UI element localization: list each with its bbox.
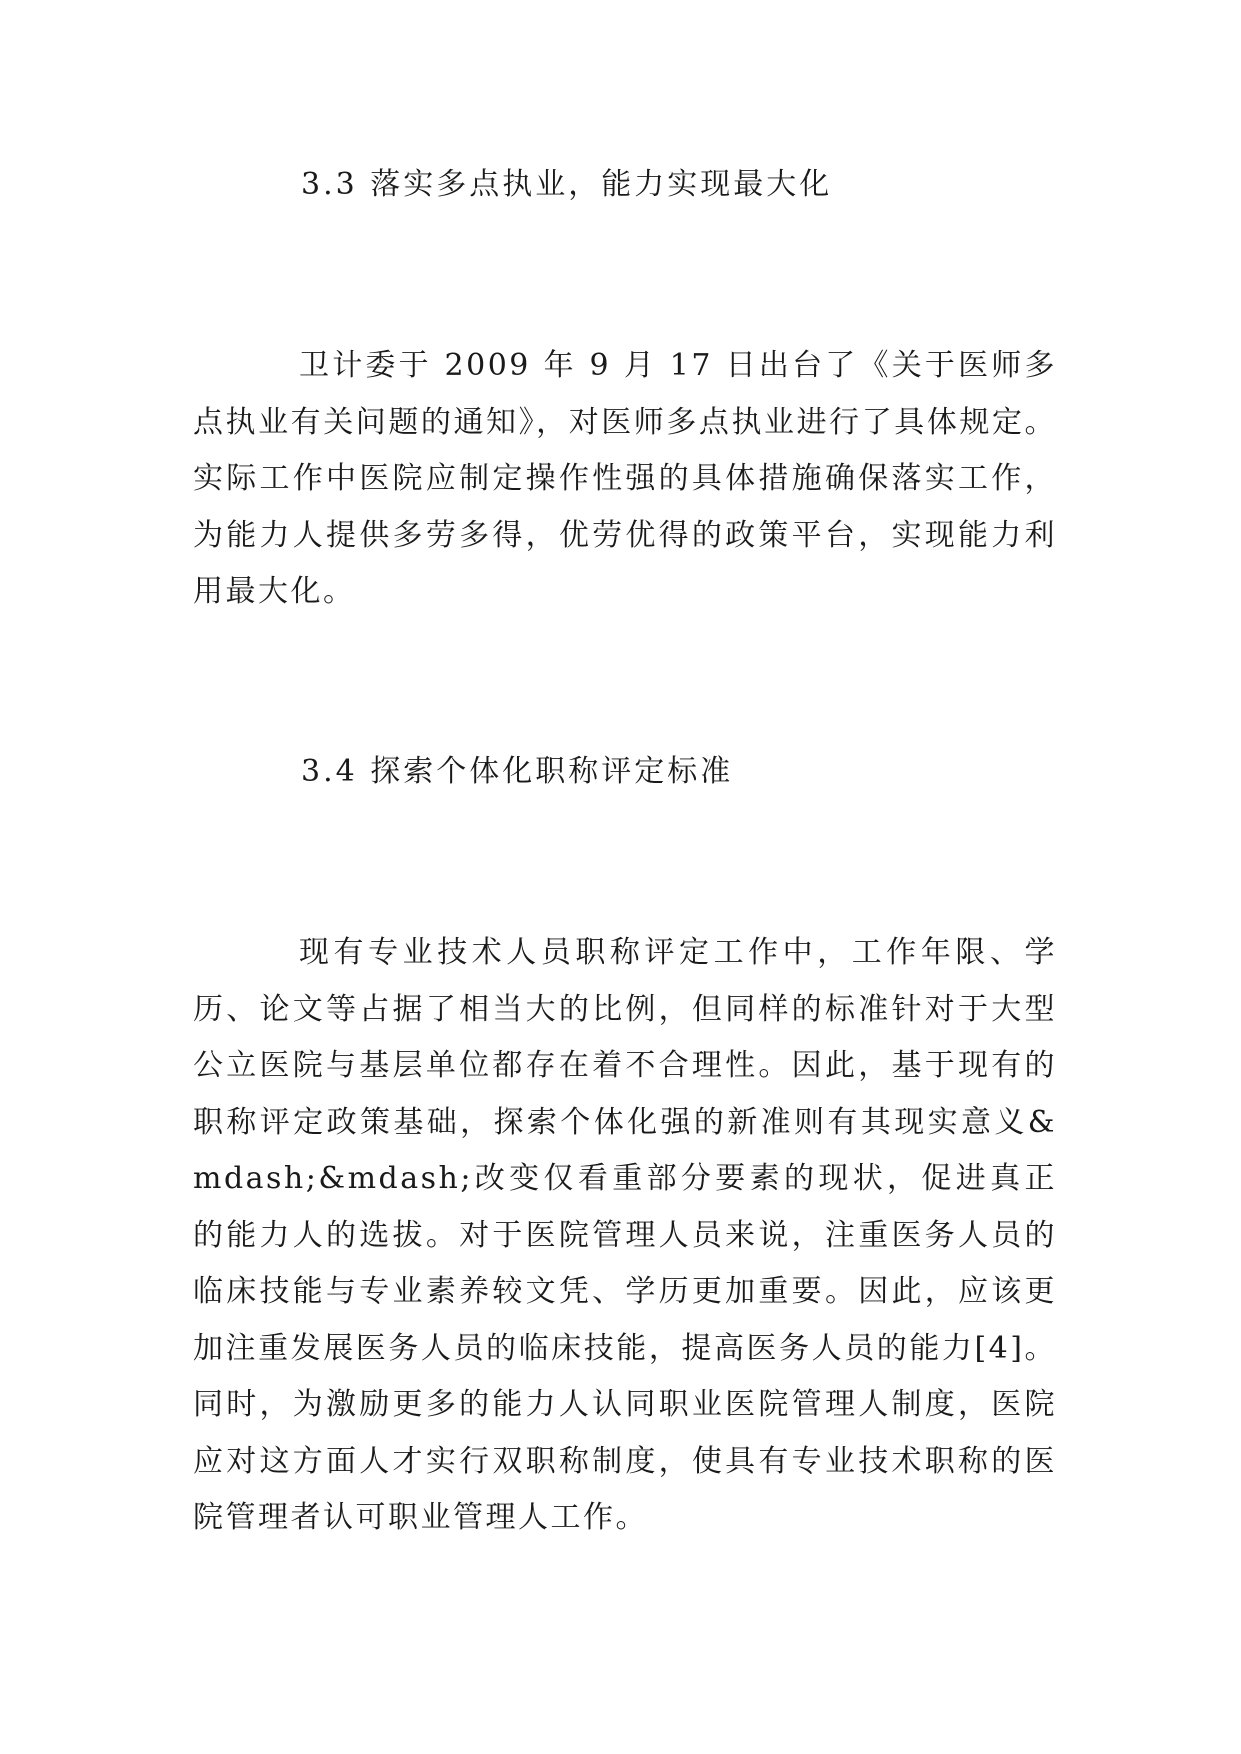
section-heading-3-4: 3.4 探索个体化职称评定标准 [301, 754, 734, 789]
section-paragraph-3-4: 现有专业技术人员职称评定工作中，工作年限、学历、论文等占据了相当大的比例，但同样的标准针对于大型公立医院与基层单位都存在着不合理性。因此，基于现有的职称评定政策基础，探索个体化强的新准则有其现实意义&mdash;&mdash;改变仅看重部分要素的现状，促进真正的能力人的选拔。对于医院管理人员来说，注重医务人员的临床技能与专业素养较文凭、学历更加重要。因此，应该更加注重发展医务人员的临床技能，提高医务人员的能力[4]。同时，为激励更多的能力人认同职业医院管理人制度，医院应对这方面人才实行双职称制度，使具有专业技术职称的医院管理者认可职业管理人工作。 [193, 935, 1057, 1535]
section-paragraph-3-3: 卫计委于 2009 年 9 月 17 日出台了《关于医师多点执业有关问题的通知》，对医师多点执业进行了具体规定。实际工作中医院应制定操作性强的具体措施确保落实工作，为能力人提供多劳多得，优劳优得的政策平台，实现能力利用最大化。 [193, 348, 1057, 609]
section-heading-3-3: 3.3 落实多点执业，能力实现最大化 [301, 167, 833, 202]
